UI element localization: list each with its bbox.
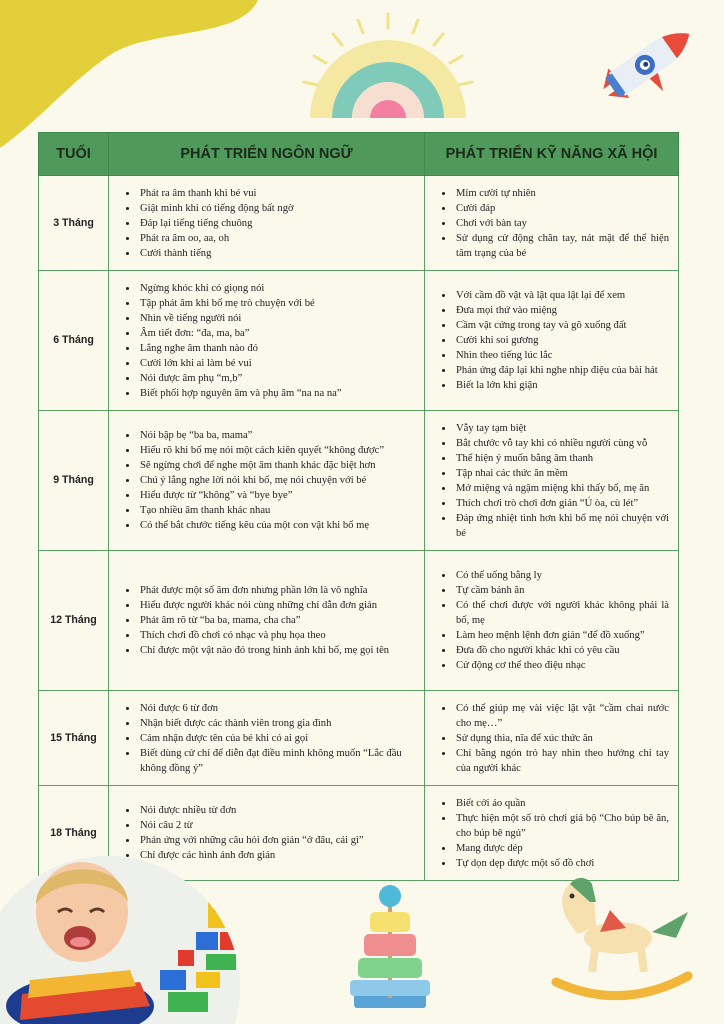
table-row <box>39 551 679 691</box>
table-header-row <box>39 133 679 176</box>
list-item: • Thể hiện ý muốn bằng âm thanh <box>454 451 669 466</box>
table-row <box>39 691 679 786</box>
list-item: • Bắt chước vỗ tay khi có nhiều người cùng vỗ <box>454 436 669 451</box>
social-list <box>426 796 677 871</box>
age-cell: 3 Tháng <box>39 176 109 271</box>
list-item: • Tạo nhiều âm thanh khác nhau <box>138 503 417 518</box>
list-item: • Có thể bắt chước tiếng kêu của một con vật khi bố mẹ <box>138 518 417 533</box>
list-item: • Đưa mọi thứ vào miệng <box>454 303 669 318</box>
social-cell <box>425 176 679 271</box>
list-item: • Chơi với bàn tay <box>454 216 669 231</box>
list-item: • Mỉm cười tự nhiên <box>454 186 669 201</box>
list-item: • Có thể giúp mẹ vài việc lặt vặt “cầm chai nước cho mẹ…” <box>454 701 669 731</box>
list-item: • Chỉ được một vật nào đó trong hình ảnh khi bố, mẹ gọi tên <box>138 643 417 658</box>
list-item: • Cười lớn khi ai làm bé vui <box>138 356 417 371</box>
table-row <box>39 271 679 411</box>
list-item: • Tập phát âm khi bố mẹ trò chuyện với bé <box>138 296 417 311</box>
list-item: • Hiểu rõ khi bố mẹ nói một cách kiên quyết “không được” <box>138 443 417 458</box>
list-item: • Cử động cơ thể theo điệu nhạc <box>454 658 669 673</box>
header-age: TUỔI <box>39 133 109 176</box>
list-item: • Hiểu được người khác nói cùng những chỉ dẫn đơn giản <box>138 598 417 613</box>
language-list <box>110 583 423 658</box>
social-cell <box>425 786 679 881</box>
list-item: • Nói được nhiều từ đơn <box>138 803 417 818</box>
age-cell: 9 Tháng <box>39 411 109 551</box>
language-list <box>110 701 423 776</box>
list-item: • Chú ý lắng nghe lời nói khi bố, mẹ nói chuyện với bé <box>138 473 417 488</box>
language-list <box>110 186 423 261</box>
social-cell <box>425 271 679 411</box>
list-item: • Cảm nhận được tên của bé khi có ai gọi <box>138 731 417 746</box>
list-item: • Nói câu 2 từ <box>138 818 417 833</box>
list-item: • Phát âm rõ từ “ba ba, mama, cha cha” <box>138 613 417 628</box>
rocket-icon <box>594 14 700 110</box>
list-item: • Thích chơi đồ chơi có nhạc và phụ họa theo <box>138 628 417 643</box>
list-item: • Cười khi soi gương <box>454 333 669 348</box>
list-item: • Đáp ứng nhiệt tình hơn khi bố mẹ nói chuyện với bé <box>454 511 669 541</box>
list-item: • Nói được âm phụ “m,b” <box>138 371 417 386</box>
table-row <box>39 176 679 271</box>
list-item: • Thích chơi trò chơi đơn giản “Ú òa, cù lét” <box>454 496 669 511</box>
social-cell <box>425 691 679 786</box>
list-item: • Cười đáp <box>454 201 669 216</box>
list-item: • Cầm vật cứng trong tay và gõ xuống đất <box>454 318 669 333</box>
header-language: PHÁT TRIỂN NGÔN NGỮ <box>109 133 425 176</box>
list-item: • Biết cởi áo quần <box>454 796 669 811</box>
list-item: • Tự cầm bánh ăn <box>454 583 669 598</box>
list-item: • Biết la lớn khi giận <box>454 378 669 393</box>
language-cell <box>109 691 425 786</box>
list-item: • Chỉ được các hình ảnh đơn giản <box>138 848 417 863</box>
header-social: PHÁT TRIỂN KỸ NĂNG XÃ HỘI <box>425 133 679 176</box>
list-item: • Biết dùng cử chỉ để diễn đạt điều mình không muốn “Lắc đầu không đồng ý” <box>138 746 417 776</box>
list-item: • Phát ra âm oo, aa, oh <box>138 231 417 246</box>
language-list <box>110 281 423 401</box>
list-item: • Sẽ ngừng chơi để nghe một âm thanh khác đặc biệt hơn <box>138 458 417 473</box>
list-item: • Với cầm đồ vật và lật qua lật lại để xem <box>454 288 669 303</box>
language-list <box>110 428 423 533</box>
list-item: • Đáp lại tiếng tiếng chuông <box>138 216 417 231</box>
language-cell <box>109 176 425 271</box>
social-cell <box>425 411 679 551</box>
list-item: • Mang được dép <box>454 841 669 856</box>
language-cell <box>109 411 425 551</box>
list-item: • Làm heo mệnh lệnh đơn giản “để đồ xuống” <box>454 628 669 643</box>
list-item: • Hiểu được từ “không” và “bye bye” <box>138 488 417 503</box>
list-item: • Sử dụng thìa, nĩa để xúc thức ăn <box>454 731 669 746</box>
list-item: • Có thể uống bằng ly <box>454 568 669 583</box>
stacking-rings-toy-icon <box>344 882 436 1012</box>
list-item: • Phản ứng với những câu hỏi đơn giản “ở đâu, cái gì” <box>138 833 417 848</box>
age-cell: 12 Tháng <box>39 551 109 691</box>
social-list <box>426 186 677 261</box>
child-photo <box>0 820 250 1024</box>
list-item: • Chỉ bằng ngón trỏ hay nhìn theo hướng chỉ tay của người khác <box>454 746 669 776</box>
list-item: • Ngừng khóc khi có giọng nói <box>138 281 417 296</box>
list-item: • Phát ra âm thanh khi bé vui <box>138 186 417 201</box>
list-item: • Nhận biết được các thành viên trong gia đình <box>138 716 417 731</box>
list-item: • Cười thành tiếng <box>138 246 417 261</box>
list-item: • Có thể chơi được với người khác không phải là bố, mẹ <box>454 598 669 628</box>
social-list <box>426 421 677 541</box>
list-item: • Đưa đồ cho người khác khi có yêu cầu <box>454 643 669 658</box>
development-table <box>38 132 679 881</box>
rainbow-icon <box>298 10 478 120</box>
social-cell <box>425 551 679 691</box>
language-cell <box>109 551 425 691</box>
social-list <box>426 701 677 776</box>
age-cell: 6 Tháng <box>39 271 109 411</box>
language-cell <box>109 271 425 411</box>
rocking-horse-icon <box>548 872 696 1014</box>
age-cell: 15 Tháng <box>39 691 109 786</box>
list-item: • Nói bập bẹ “ba ba, mama” <box>138 428 417 443</box>
list-item: • Nói được 6 từ đơn <box>138 701 417 716</box>
list-item: • Thực hiện một số trò chơi giả bộ “Cho búp bê ăn, cho búp bê ngủ” <box>454 811 669 841</box>
list-item: • Phản ứng đáp lại khi nghe nhịp điệu của bài hát <box>454 363 669 378</box>
social-list <box>426 288 677 393</box>
social-list <box>426 568 677 673</box>
list-item: • Phát được một số âm đơn nhưng phần lớn là vô nghĩa <box>138 583 417 598</box>
list-item: • Nhìn theo tiếng lúc lắc <box>454 348 669 363</box>
list-item: • Tập nhai các thức ăn mềm <box>454 466 669 481</box>
list-item: • Âm tiết đơn: “đa, ma, ba” <box>138 326 417 341</box>
list-item: • Vẫy tay tạm biệt <box>454 421 669 436</box>
list-item: • Giật mình khi có tiếng động bất ngờ <box>138 201 417 216</box>
list-item: • Mở miệng và ngậm miệng khi thấy bố, mẹ ăn <box>454 481 669 496</box>
table-row <box>39 411 679 551</box>
age-cell: 18 Tháng <box>39 786 109 881</box>
list-item: • Biết phối hợp nguyên âm và phụ âm “na na na” <box>138 386 417 401</box>
list-item: • Sử dụng cử động chân tay, nát mặt để thể hiện tâm trạng của bé <box>454 231 669 261</box>
list-item: • Tự dọn dẹp được một số đồ chơi <box>454 856 669 871</box>
list-item: • Lắng nghe âm thanh nào đó <box>138 341 417 356</box>
list-item: • Nhìn về tiếng người nói <box>138 311 417 326</box>
